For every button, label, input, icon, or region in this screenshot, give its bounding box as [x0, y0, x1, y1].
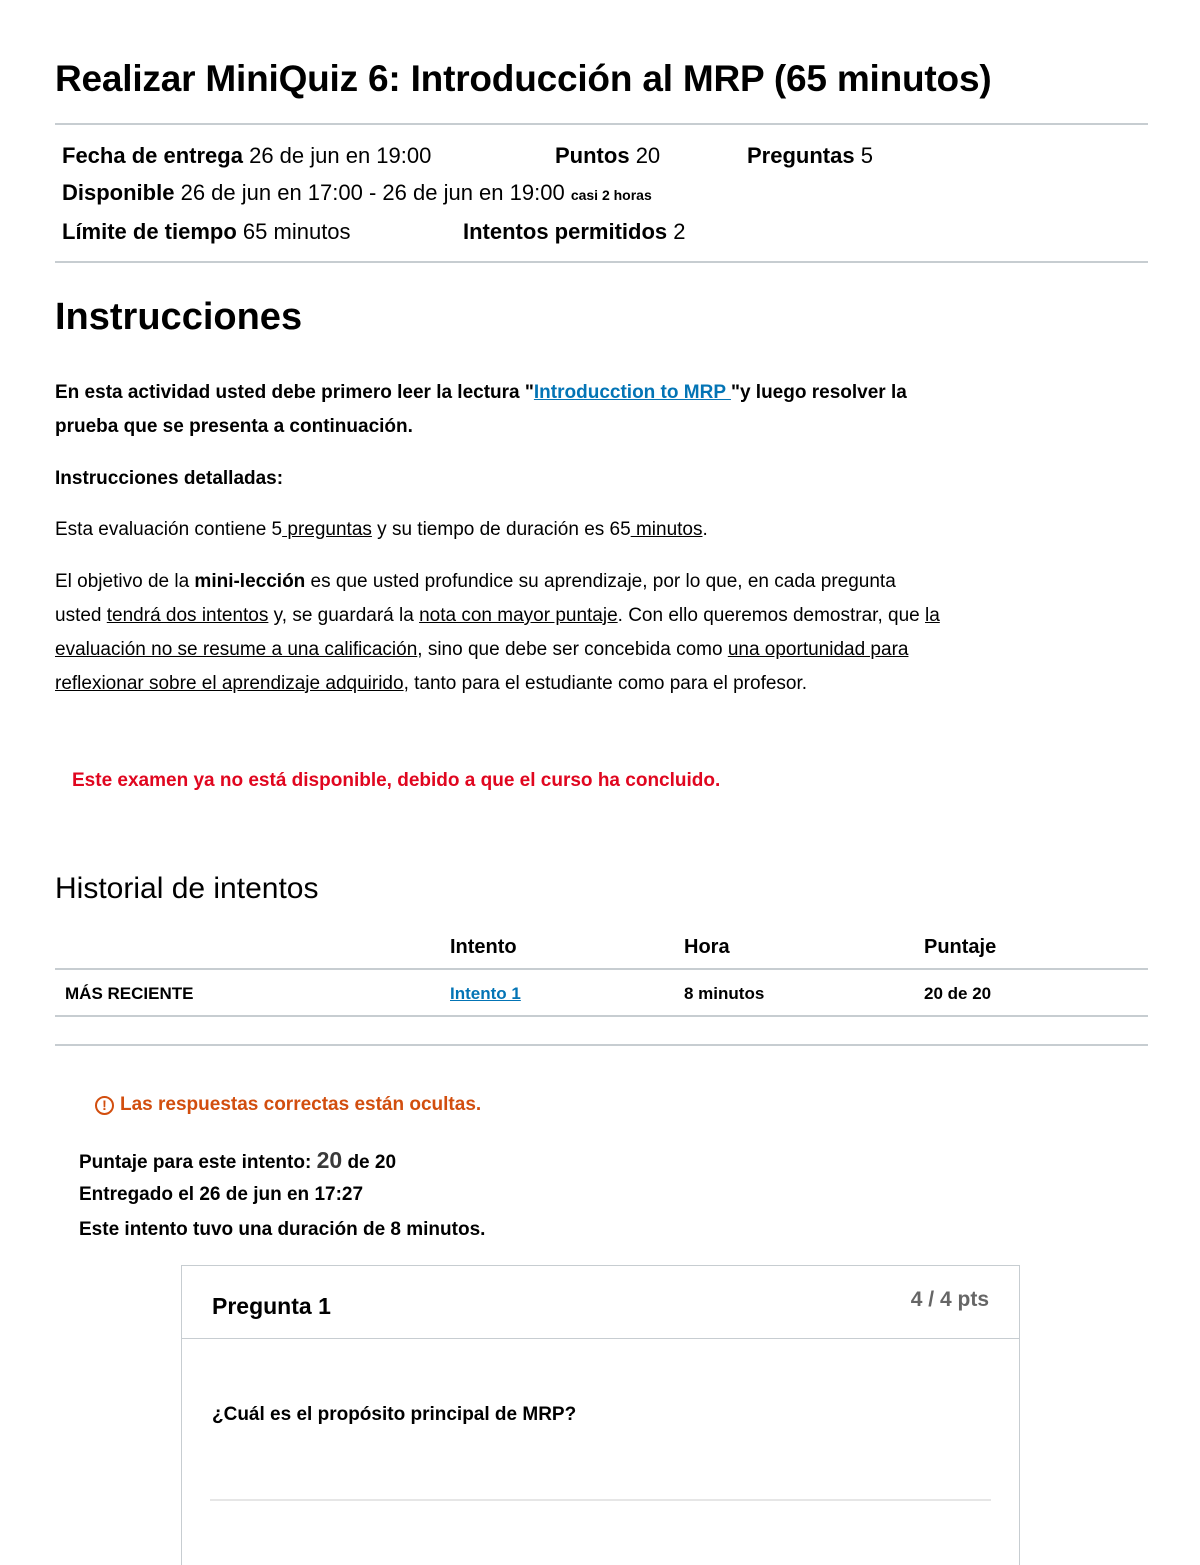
warning-icon: !	[95, 1096, 114, 1115]
time-limit	[62, 219, 463, 245]
meta-row-3	[62, 219, 686, 245]
column-header-score: Puntaje	[924, 936, 997, 958]
unavailable-notice: Este examen ya no está disponible, debido a que el curso ha concluido.	[72, 770, 721, 791]
instructions-paragraph-1	[55, 513, 1135, 547]
time-limit-value: 65 minutos	[242, 219, 351, 244]
meta-row-1	[62, 143, 873, 169]
column-header-time: Hora	[684, 936, 730, 958]
instructions-heading: Instrucciones	[55, 296, 303, 338]
p2-text-g: , tanto para el estudiante como para el profesor.	[403, 673, 808, 694]
p2-text: El objetivo de la	[55, 571, 195, 592]
available-note: casi 2 horas	[570, 187, 652, 203]
meta-divider	[55, 261, 1148, 263]
question-header	[182, 1266, 1019, 1339]
intro-text-after: "y luego resolver la	[730, 382, 907, 403]
points-value: 20	[635, 143, 661, 168]
p1-underline-questions: preguntas	[282, 519, 372, 540]
question-points: 4 / 4 pts	[910, 1288, 989, 1311]
available-value: 26 de jun en 17:00 - 26 de jun en 19:00	[180, 180, 565, 205]
score-label: Puntaje para este intento:	[79, 1152, 312, 1173]
questions-label: Preguntas	[747, 143, 855, 168]
p1-underline-minutes: minutos	[630, 519, 703, 540]
instructions-paragraph-2	[55, 565, 1135, 701]
p1-text-c: .	[702, 519, 708, 540]
table-bottom-divider	[55, 1015, 1148, 1017]
p1-text: Esta evaluación contiene 5	[55, 519, 283, 540]
question-text: ¿Cuál es el propósito principal de MRP?	[212, 1404, 577, 1425]
points	[555, 143, 747, 169]
attempt-score	[79, 1147, 396, 1174]
p2-underline-1: tendrá dos intentos	[106, 605, 269, 626]
meta-row-2	[62, 180, 652, 206]
attempt-duration: Este intento tuvo una duración de 8 minutos.	[79, 1219, 486, 1240]
table-header-divider	[55, 968, 1148, 970]
p2-underline-6: reflexionar sobre el aprendizaje adquirido	[55, 673, 404, 694]
attempts-value: 2	[673, 219, 686, 244]
detailed-instructions-label: Instrucciones detalladas:	[55, 468, 284, 489]
p2-text-b: es que usted profundice su aprendizaje, por lo que, en cada pregunta	[305, 571, 896, 592]
attempts-allowed	[463, 219, 686, 245]
reading-link[interactable]: Introducction to MRP	[533, 382, 731, 403]
due-date	[62, 143, 555, 169]
p1-text-b: y su tiempo de duración es 65	[371, 519, 631, 540]
warning-text: Las respuestas correctas están ocultas.	[120, 1094, 482, 1115]
attempt-1-link[interactable]: Intento 1	[450, 984, 521, 1003]
p2-underline-2: nota con mayor puntaje	[419, 605, 618, 626]
time-limit-label: Límite de tiempo	[62, 219, 237, 244]
question-separator	[210, 1499, 991, 1501]
p2-underline-4: evaluación no se resume a una calificación	[55, 639, 418, 660]
history-heading: Historial de intentos	[55, 872, 319, 905]
p2-underline-5: una oportunidad para	[727, 639, 909, 660]
results-divider	[55, 1044, 1148, 1046]
score-total: de 20	[347, 1152, 397, 1173]
score-value: 20	[316, 1147, 343, 1173]
question-card	[181, 1265, 1020, 1565]
submitted-date: Entregado el 26 de jun en 17:27	[79, 1184, 364, 1205]
page-title: Realizar MiniQuiz 6: Introducción al MRP (65 minutos)	[55, 58, 992, 99]
due-value: 26 de jun en 19:00	[249, 143, 432, 168]
p2-bold: mini-lección	[194, 571, 306, 592]
title-divider	[55, 123, 1148, 125]
row-score: 20 de 20	[924, 984, 992, 1003]
available-label: Disponible	[62, 180, 175, 205]
questions	[747, 143, 873, 169]
p2-text-e: . Con ello queremos demostrar, que	[617, 605, 925, 626]
attempts-label: Intentos permitidos	[463, 219, 668, 244]
availability	[62, 180, 652, 206]
p2-underline-3: la	[925, 605, 940, 626]
question-title: Pregunta 1	[212, 1293, 331, 1319]
row-time: 8 minutos	[684, 984, 765, 1003]
p2-text-d: y, se guardará la	[268, 605, 420, 626]
hidden-answers-warning	[95, 1094, 481, 1116]
instructions-intro	[55, 376, 1135, 444]
points-label: Puntos	[555, 143, 630, 168]
p2-text-c: usted	[55, 605, 107, 626]
due-label: Fecha de entrega	[62, 143, 243, 168]
p2-text-f: , sino que debe ser concebida como	[417, 639, 728, 660]
intro-text-line2: prueba que se presenta a continuación.	[55, 416, 413, 437]
row-label: MÁS RECIENTE	[65, 984, 194, 1003]
questions-value: 5	[860, 143, 873, 168]
intro-text: En esta actividad usted debe primero leer la lectura "	[55, 382, 534, 403]
column-header-attempt: Intento	[450, 936, 517, 958]
